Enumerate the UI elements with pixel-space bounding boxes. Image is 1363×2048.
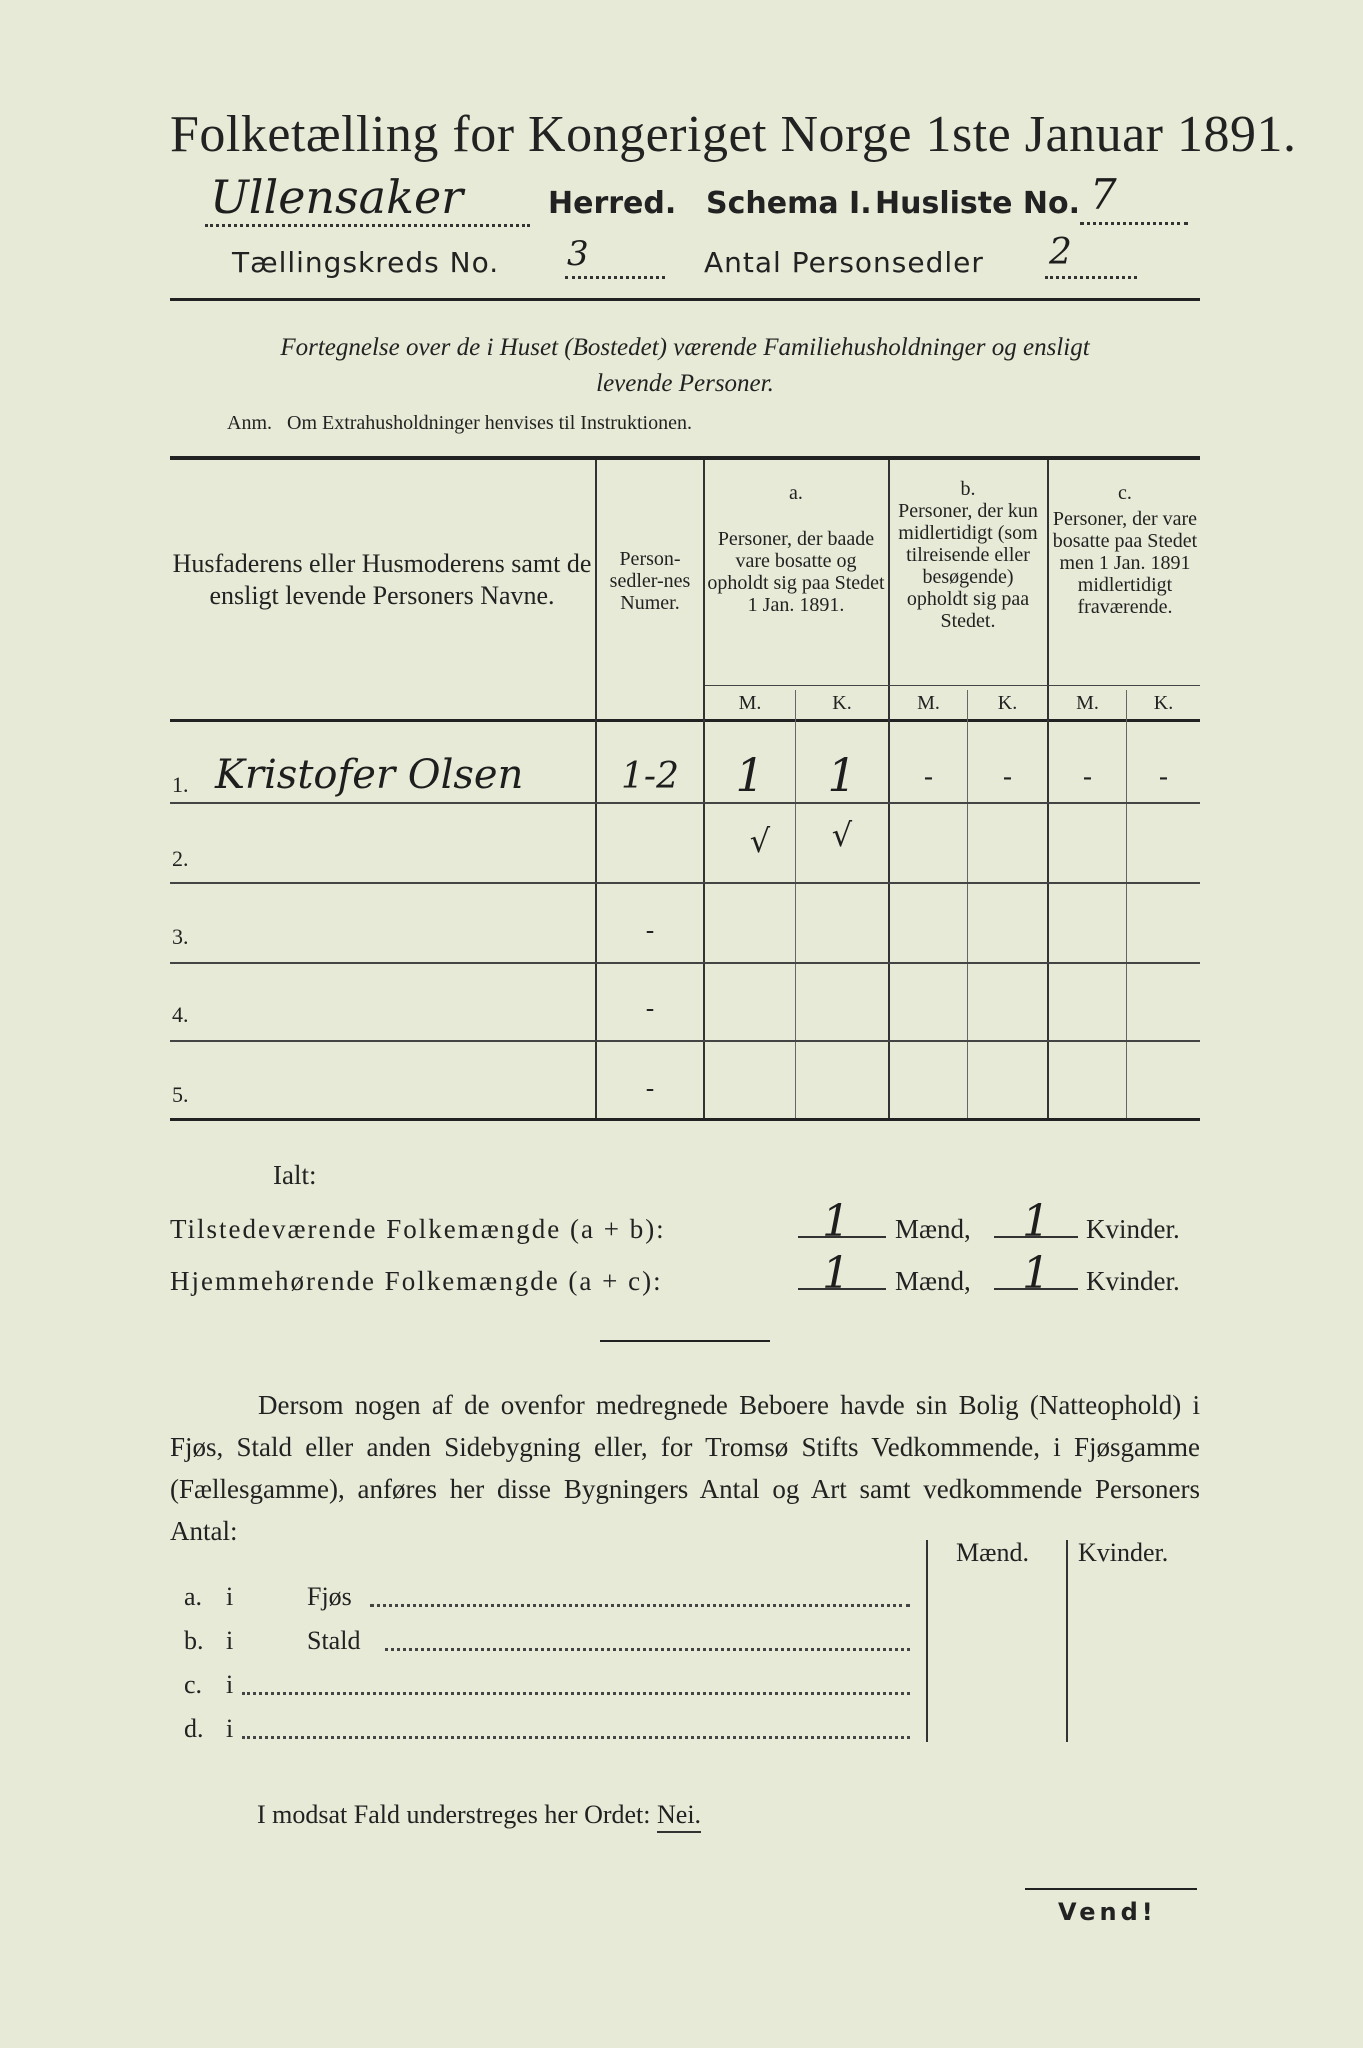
outbuilding-dots [242,1736,910,1739]
row-numer: 1-2 [621,756,679,797]
section-divider [600,1340,770,1342]
col-c-letter: c. [1118,482,1132,504]
vline-c-mk [1126,690,1127,1118]
col-names-header: Husfaderens eller Husmoderens samt de ensligt levende Personers Navne. [172,549,592,610]
col-b-header: Personer, der kun midlertidigt (som tilreisende eller besøgende) opholdt sig paa Stedet. [898,500,1038,632]
row-numer: - [645,994,655,1024]
total-present-label: Tilstedeværende Folkemængde (a + b): [170,1214,666,1244]
b-m-label: M. [917,692,940,714]
husliste-value: 7 [1090,170,1117,219]
modsat-text [257,1800,701,1830]
outbuilding-i: i [226,1714,234,1743]
husliste-label: Husliste No. [875,186,1080,221]
row-number: 3. [172,924,189,949]
row-numer: - [645,916,655,946]
mk-divider [705,685,1200,686]
schema-label: Schema I. [706,186,872,221]
row-number: 1. [172,772,189,797]
col-a-letter: a. [789,482,803,504]
total-present-k: 1 [1022,1196,1050,1247]
row-number: 2. [172,846,189,871]
outbuilding-dots [385,1648,910,1651]
col-b-letter: b. [960,478,976,500]
outbuildings-vline-2 [1066,1540,1068,1742]
a-m-label: M. [738,692,762,714]
outbuilding-letter: a. [184,1582,203,1611]
total-resident-label: Hjemmehørende Folkemængde (a + c): [170,1266,663,1296]
outbuildings-kvinder-header: Kvinder. [1078,1538,1169,1567]
col-a-header: Personer, der baade vare bosatte og opholdt sig paa Stedet 1 Jan. 1891. [707,528,885,616]
form-title: Folketælling for Kongeriget Norge 1ste Januar 1891. [170,106,1297,163]
sedler-field [1045,232,1137,279]
row-number: 5. [172,1082,189,1107]
maend-label-1: Mænd, [895,1214,971,1244]
outbuilding-i: i [226,1626,234,1655]
sedler-value: 2 [1049,232,1072,273]
a-k-label: K. [832,692,852,714]
row-a-m: 1 [735,748,765,802]
total-present-m: 1 [822,1196,850,1247]
row-number: 4. [172,1002,189,1027]
table-top-rule [170,456,1200,460]
row-c-m: - [1082,760,1093,793]
outbuilding-label: Fjøs [307,1582,352,1611]
maend-label-2: Mænd, [895,1266,971,1296]
outbuildings-vline-1 [926,1540,928,1742]
row-name: Kristofer Olsen [215,752,524,798]
husliste-field [1080,170,1188,225]
outbuilding-letter: c. [184,1670,203,1699]
anm-text: Om Extrahusholdninger henvises til Instruktionen. [287,412,692,434]
row-a-k: 1 [827,748,857,802]
row-b-k: - [1002,760,1013,793]
header-divider [170,298,1200,301]
row-a-m: √ [749,822,771,860]
row-numer: - [645,1074,655,1104]
c-k-label: K. [1153,692,1174,714]
outbuilding-letter: b. [184,1626,204,1655]
kvinder-label-1: Kvinder. [1086,1214,1180,1244]
col-numer-header: Person-sedler-nes Numer. [609,548,691,614]
herred-value: Ullensaker [210,170,464,224]
outbuilding-i: i [226,1582,234,1611]
col-c-header: Personer, der vare bosatte paa Stedet men 1 Jan. 1891 midlertidigt fraværende. [1052,508,1198,618]
herred-label: Herred. [548,186,677,221]
table-bottom-rule [170,1118,1200,1121]
intro-line-1: Fortegnelse over de i Huset (Bostedet) værende Familiehusholdninger og ensligt [280,334,1090,361]
vend-rule [1025,1888,1197,1890]
outbuilding-dots [242,1692,910,1695]
row-3-line [170,962,1200,964]
kreds-value: 3 [567,234,589,274]
anm-note [227,412,692,435]
kreds-label: Tællingskreds No. [232,246,500,279]
nei-word: Nei. [657,1800,701,1833]
kreds-field [565,234,665,279]
row-a-k: √ [831,816,853,854]
row-2-line [170,882,1200,884]
outbuilding-letter: d. [184,1714,204,1743]
herred-field [205,170,530,227]
table-header-rule [170,719,1200,722]
sedler-label: Antal Personsedler [704,246,984,279]
row-c-k: - [1158,760,1169,793]
row-4-line [170,1040,1200,1042]
modsat-label: I modsat Fald understreges her Ordet: [257,1800,651,1829]
vline-names [595,460,597,1118]
outbuilding-i: i [226,1670,234,1699]
ialt-label: Ialt: [273,1160,317,1190]
b-k-label: K. [997,692,1018,714]
row-1-line [170,802,1200,804]
c-m-label: M. [1076,692,1099,714]
total-resident-k: 1 [1022,1248,1050,1299]
intro-text [170,330,1200,402]
outbuilding-label: Stald [307,1626,361,1655]
outbuilding-dots [370,1604,910,1607]
intro-line-2: levende Personer. [596,370,774,397]
outbuildings-maend-header: Mænd. [956,1538,1029,1567]
row-b-m: - [923,760,934,793]
vline-b-mk [967,690,968,1118]
anm-label: Anm. [227,412,272,434]
kvinder-label-2: Kvinder. [1086,1266,1180,1296]
outbuildings-paragraph: Dersom nogen af de ovenfor medregnede Beboere havde sin Bolig (Natteophold) i Fjøs, Stald eller anden Sidebygning eller, for Tromsø Stifts Vedkommende, i Fjøsgamme (Fællesgamme), anføres her disse Bygningers Antal og Art samt vedkommende Personers Antal: [170,1390,1200,1546]
vend-label: Vend! [1058,1898,1157,1926]
total-resident-m: 1 [822,1248,850,1299]
